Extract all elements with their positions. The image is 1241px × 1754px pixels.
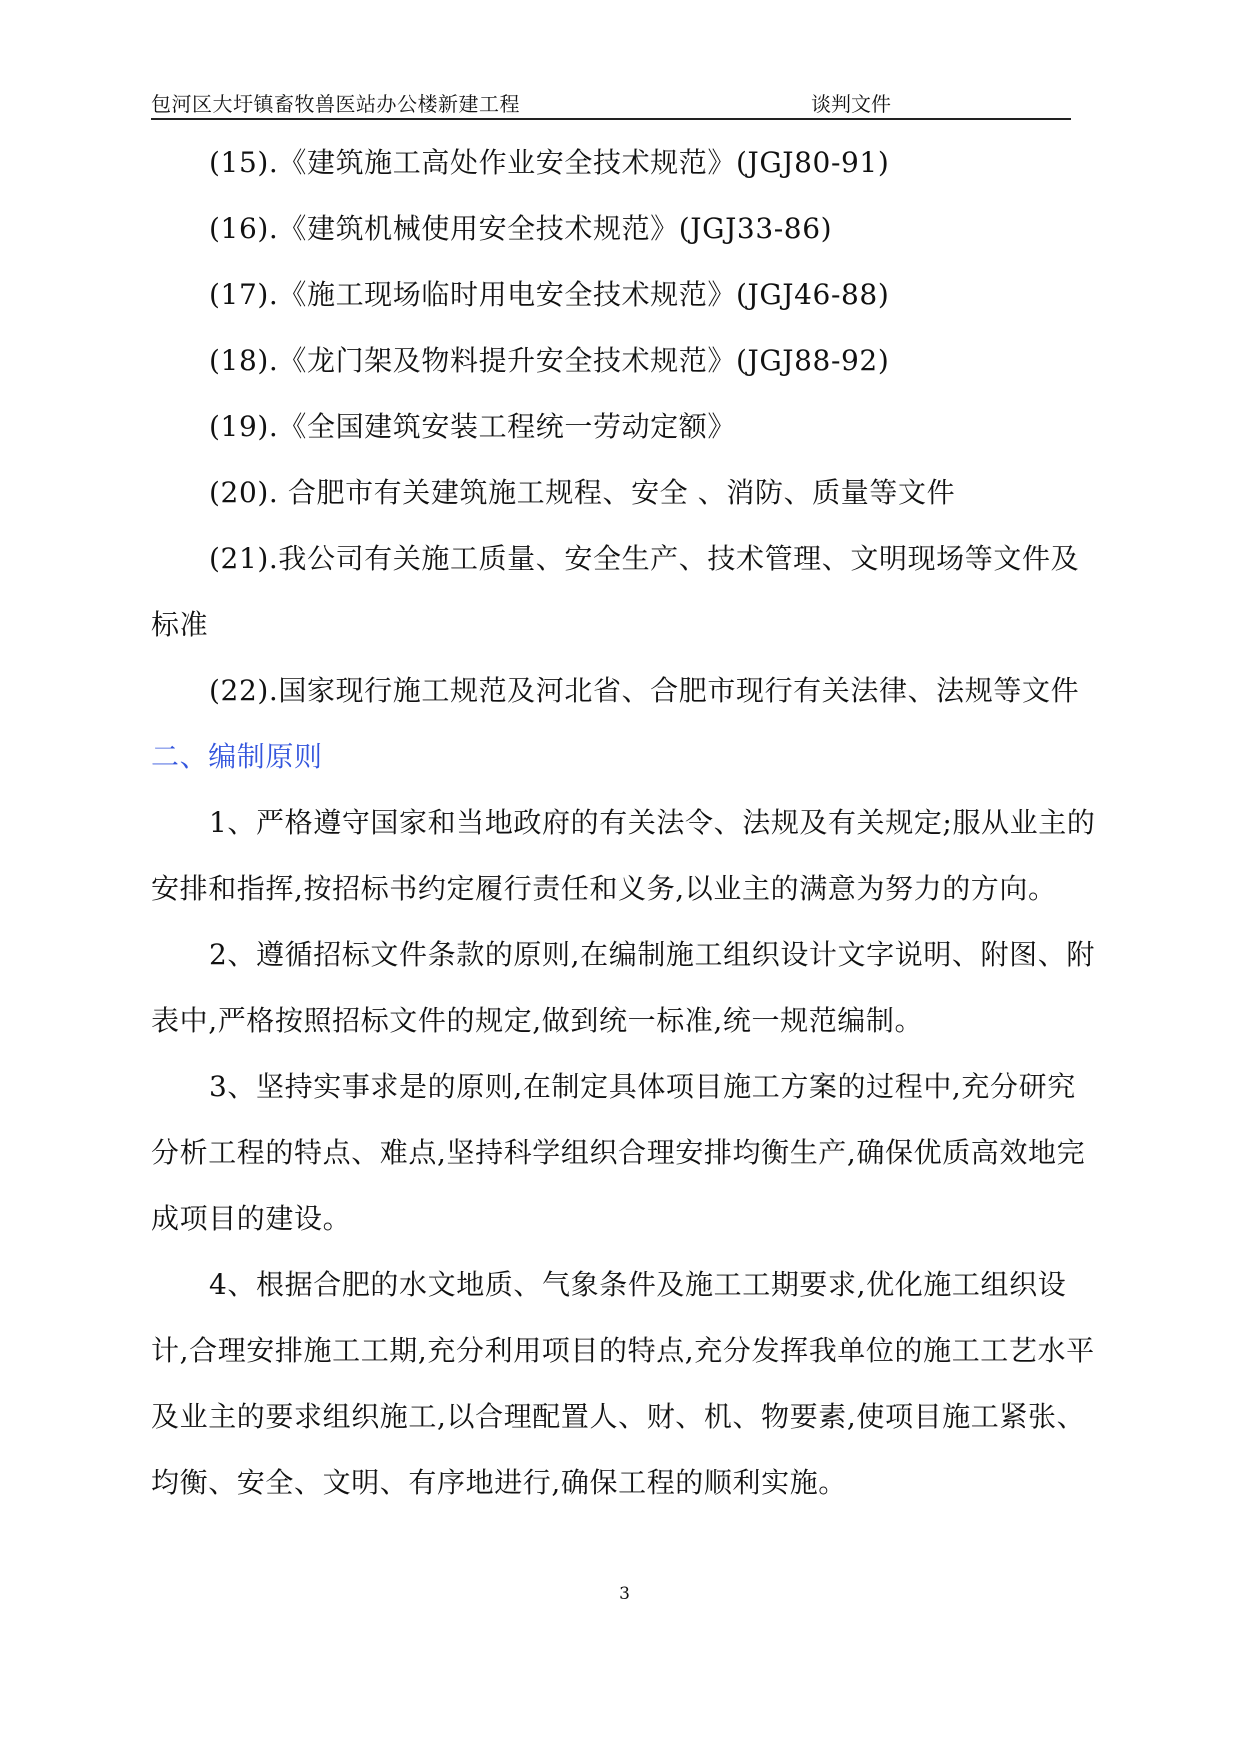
list-item: (18).《龙门架及物料提升安全技术规范》(JGJ88-92) [209, 344, 890, 377]
list-item: (17).《施工现场临时用电安全技术规范》(JGJ46-88) [209, 278, 890, 311]
body-text [151, 130, 1099, 1516]
list-item: (22).国家现行施工规范及河北省、合肥市现行有关法律、法规等文件 [209, 674, 1080, 707]
header-project-title: 包河区大圩镇畜牧兽医站办公楼新建工程 [151, 92, 520, 116]
list-item: (16).《建筑机械使用安全技术规范》(JGJ33-86) [209, 212, 833, 245]
header-doc-type: 谈判文件 [811, 92, 891, 116]
principle-paragraph: 1、严格遵守国家和当地政府的有关法令、法规及有关规定;服从业主的安排和指挥,按招标书约定履行责任和义务,以业主的满意为努力的方向。 [151, 806, 1096, 905]
principle-paragraph: 3、坚持实事求是的原则,在制定具体项目施工方案的过程中,充分研究分析工程的特点、难点,坚持科学组织合理安排均衡生产,确保优质高效地完成项目的建设。 [151, 1070, 1086, 1235]
section-heading: 二、编制原则 [151, 740, 323, 773]
list-item: (15).《建筑施工高处作业安全技术规范》(JGJ80-91) [209, 146, 890, 179]
principle-paragraph: 4、根据合肥的水文地质、气象条件及施工工期要求,优化施工组织设计,合理安排施工工期,充分利用项目的特点,充分发挥我单位的施工工艺水平及业主的要求组织施工,以合理配置人、财、机、物要素,使项目施工紧张、均衡、安全、文明、有序地进行,确保工程的顺利实施。 [151, 1268, 1095, 1499]
page-header [151, 86, 1071, 120]
principle-paragraph: 2、遵循招标文件条款的原则,在编制施工组织设计文字说明、附图、附表中,严格按照招标文件的规定,做到统一标准,统一规范编制。 [151, 938, 1095, 1037]
list-item: (19).《全国建筑安装工程统一劳动定额》 [209, 410, 736, 443]
list-item: (20). 合肥市有关建筑施工规程、安全 、消防、质量等文件 [209, 476, 956, 509]
page-number: 3 [619, 1584, 630, 1604]
list-item: (21).我公司有关施工质量、安全生产、技术管理、文明现场等文件及标准 [151, 542, 1080, 641]
